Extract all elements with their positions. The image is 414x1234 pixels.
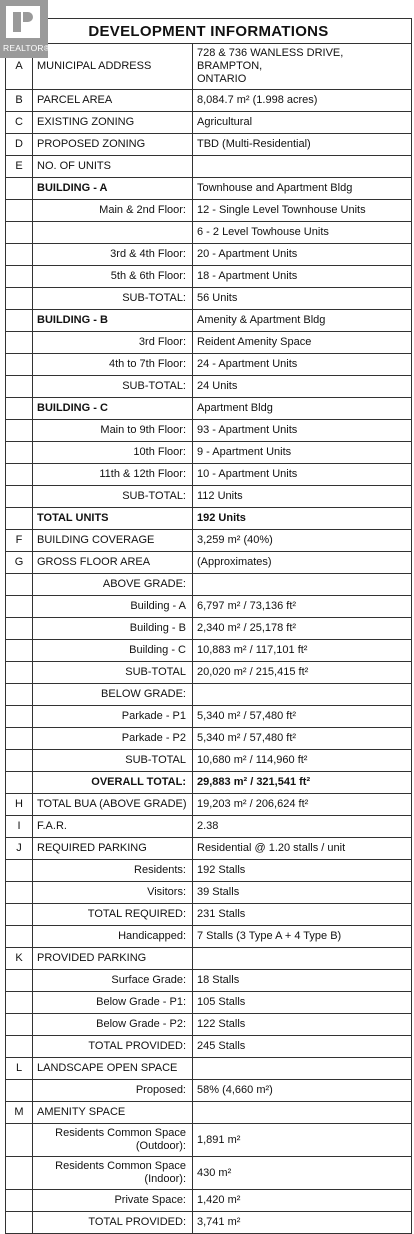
row-letter <box>6 662 33 684</box>
row-letter <box>6 1080 33 1102</box>
table-row <box>6 310 412 332</box>
row-value: 56 Units <box>193 288 412 310</box>
row-label: EXISTING ZONING <box>33 112 193 134</box>
row-label: BUILDING - B <box>33 310 193 332</box>
row-letter <box>6 574 33 596</box>
row-label: SUB-TOTAL <box>33 750 193 772</box>
table-row <box>6 992 412 1014</box>
table-row <box>6 750 412 772</box>
row-value: 430 m² <box>193 1157 412 1190</box>
row-value: 8,084.7 m² (1.998 acres) <box>193 90 412 112</box>
table-row <box>6 970 412 992</box>
row-value: 2,340 m² / 25,178 ft² <box>193 618 412 640</box>
row-label: GROSS FLOOR AREA <box>33 552 193 574</box>
row-letter <box>6 772 33 794</box>
row-label: 4th to 7th Floor: <box>33 354 193 376</box>
row-value: 18 Stalls <box>193 970 412 992</box>
row-letter: E <box>6 156 33 178</box>
row-letter: A <box>6 44 33 90</box>
row-label: SUB-TOTAL: <box>33 486 193 508</box>
row-letter <box>6 1014 33 1036</box>
row-letter: B <box>6 90 33 112</box>
row-label: PARCEL AREA <box>33 90 193 112</box>
table-row <box>6 1080 412 1102</box>
row-letter <box>6 640 33 662</box>
row-label: Main to 9th Floor: <box>33 420 193 442</box>
row-value: 231 Stalls <box>193 904 412 926</box>
row-value: 105 Stalls <box>193 992 412 1014</box>
table-row <box>6 816 412 838</box>
table-row <box>6 1190 412 1212</box>
table-row <box>6 200 412 222</box>
table-row <box>6 222 412 244</box>
row-letter <box>6 596 33 618</box>
row-letter <box>6 222 33 244</box>
row-label: Parkade - P1 <box>33 706 193 728</box>
row-value: 93 - Apartment Units <box>193 420 412 442</box>
row-letter <box>6 398 33 420</box>
table-row <box>6 618 412 640</box>
row-letter <box>6 750 33 772</box>
row-letter <box>6 992 33 1014</box>
row-value-line: 728 & 736 WANLESS DRIVE, BRAMPTON, <box>197 47 344 72</box>
row-value: 245 Stalls <box>193 1036 412 1058</box>
row-label: REQUIRED PARKING <box>33 838 193 860</box>
row-letter <box>6 288 33 310</box>
row-value: 2.38 <box>193 816 412 838</box>
realtor-r-icon <box>6 6 40 38</box>
row-value: Townhouse and Apartment Bldg <box>193 178 412 200</box>
row-label: 3rd Floor: <box>33 332 193 354</box>
row-label: Residents: <box>33 860 193 882</box>
row-value: 5,340 m² / 57,480 ft² <box>193 706 412 728</box>
row-letter: M <box>6 1102 33 1124</box>
row-value <box>193 948 412 970</box>
row-value: 112 Units <box>193 486 412 508</box>
row-label: Visitors: <box>33 882 193 904</box>
row-value: 24 Units <box>193 376 412 398</box>
row-letter <box>6 1157 33 1190</box>
row-label: Surface Grade: <box>33 970 193 992</box>
table-row <box>6 156 412 178</box>
row-label: Below Grade - P1: <box>33 992 193 1014</box>
table-row <box>6 772 412 794</box>
table-row <box>6 288 412 310</box>
row-letter: F <box>6 530 33 552</box>
row-value: Reident Amenity Space <box>193 332 412 354</box>
table-row <box>6 1036 412 1058</box>
row-label-line: (Outdoor): <box>135 1140 186 1152</box>
row-letter <box>6 970 33 992</box>
table-row <box>6 178 412 200</box>
row-value: 39 Stalls <box>193 882 412 904</box>
realtor-logo <box>0 0 51 58</box>
row-label: OVERALL TOTAL: <box>33 772 193 794</box>
row-label: PROPOSED ZONING <box>33 134 193 156</box>
row-label: PROVIDED PARKING <box>33 948 193 970</box>
row-letter <box>6 1124 33 1157</box>
row-value: 10,680 m² / 114,960 ft² <box>193 750 412 772</box>
row-letter <box>6 508 33 530</box>
row-letter <box>6 376 33 398</box>
development-table <box>5 18 412 1234</box>
row-label: NO. OF UNITS <box>33 156 193 178</box>
row-label: Building - B <box>33 618 193 640</box>
row-label: 3rd & 4th Floor: <box>33 244 193 266</box>
row-value <box>193 684 412 706</box>
row-label: MUNICIPAL ADDRESS <box>33 44 193 90</box>
table-row <box>6 728 412 750</box>
row-label: BELOW GRADE: <box>33 684 193 706</box>
row-label-line: (Indoor): <box>144 1173 186 1185</box>
table-row <box>6 794 412 816</box>
row-letter <box>6 1212 33 1234</box>
table-row <box>6 926 412 948</box>
row-label: Proposed: <box>33 1080 193 1102</box>
table-row <box>6 552 412 574</box>
row-letter <box>6 904 33 926</box>
table-row <box>6 882 412 904</box>
row-label: BUILDING COVERAGE <box>33 530 193 552</box>
row-value <box>193 1102 412 1124</box>
row-value: 12 - Single Level Townhouse Units <box>193 200 412 222</box>
row-value: 20 - Apartment Units <box>193 244 412 266</box>
row-value: 122 Stalls <box>193 1014 412 1036</box>
row-value <box>193 1058 412 1080</box>
row-label: AMENITY SPACE <box>33 1102 193 1124</box>
table-row <box>6 860 412 882</box>
row-letter: D <box>6 134 33 156</box>
row-letter <box>6 354 33 376</box>
row-label: F.A.R. <box>33 816 193 838</box>
row-label-line: Residents Common Space <box>55 1160 186 1172</box>
table-row <box>6 574 412 596</box>
row-label: Below Grade - P2: <box>33 1014 193 1036</box>
row-value: 1,891 m² <box>193 1124 412 1157</box>
row-letter <box>6 618 33 640</box>
table-row <box>6 508 412 530</box>
row-value: Residential @ 1.20 stalls / unit <box>193 838 412 860</box>
row-value: 5,340 m² / 57,480 ft² <box>193 728 412 750</box>
row-value: 9 - Apartment Units <box>193 442 412 464</box>
table-row <box>6 1157 412 1190</box>
row-letter: H <box>6 794 33 816</box>
row-letter <box>6 266 33 288</box>
table-row <box>6 134 412 156</box>
row-label: Parkade - P2 <box>33 728 193 750</box>
row-label: BUILDING - C <box>33 398 193 420</box>
row-value: 1,420 m² <box>193 1190 412 1212</box>
row-value: 192 Units <box>193 508 412 530</box>
row-value: Apartment Bldg <box>193 398 412 420</box>
row-label: BUILDING - A <box>33 178 193 200</box>
row-label: Handicapped: <box>33 926 193 948</box>
row-letter <box>6 486 33 508</box>
row-value: 7 Stalls (3 Type A + 4 Type B) <box>193 926 412 948</box>
table-row <box>6 838 412 860</box>
row-value: 6 - 2 Level Towhouse Units <box>193 222 412 244</box>
row-value: 19,203 m² / 206,624 ft² <box>193 794 412 816</box>
row-letter <box>6 926 33 948</box>
table-row <box>6 332 412 354</box>
table-row <box>6 376 412 398</box>
row-label: TOTAL PROVIDED: <box>33 1036 193 1058</box>
row-letter <box>6 706 33 728</box>
table-row <box>6 662 412 684</box>
row-label: 5th & 6th Floor: <box>33 266 193 288</box>
row-label: TOTAL PROVIDED: <box>33 1212 193 1234</box>
row-value: 3,741 m² <box>193 1212 412 1234</box>
table-row <box>6 464 412 486</box>
row-letter: C <box>6 112 33 134</box>
row-label: TOTAL BUA (ABOVE GRADE) <box>33 794 193 816</box>
table-row <box>6 530 412 552</box>
row-value <box>193 574 412 596</box>
row-value <box>193 44 412 90</box>
row-value: 10,883 m² / 117,101 ft² <box>193 640 412 662</box>
row-value: 18 - Apartment Units <box>193 266 412 288</box>
row-value: (Approximates) <box>193 552 412 574</box>
table-row <box>6 1014 412 1036</box>
table-row <box>6 1212 412 1234</box>
row-value: 58% (4,660 m²) <box>193 1080 412 1102</box>
row-letter <box>6 684 33 706</box>
row-letter: J <box>6 838 33 860</box>
row-letter: G <box>6 552 33 574</box>
row-letter <box>6 464 33 486</box>
row-label: Building - C <box>33 640 193 662</box>
row-letter <box>6 1190 33 1212</box>
table-title: DEVELOPMENT INFORMATIONS <box>6 19 412 44</box>
table-row <box>6 398 412 420</box>
row-letter: I <box>6 816 33 838</box>
row-label-line: Residents Common Space <box>55 1127 186 1139</box>
row-label: Building - A <box>33 596 193 618</box>
table-row <box>6 1058 412 1080</box>
row-value-line: ONTARIO <box>197 73 247 85</box>
row-label: TOTAL UNITS <box>33 508 193 530</box>
row-value: 3,259 m² (40%) <box>193 530 412 552</box>
row-letter <box>6 728 33 750</box>
table-row <box>6 948 412 970</box>
table-row <box>6 266 412 288</box>
table-row <box>6 596 412 618</box>
row-label: Private Space: <box>33 1190 193 1212</box>
row-value: 10 - Apartment Units <box>193 464 412 486</box>
row-label: ABOVE GRADE: <box>33 574 193 596</box>
row-letter <box>6 860 33 882</box>
row-label: SUB-TOTAL: <box>33 376 193 398</box>
row-letter <box>6 442 33 464</box>
table-row <box>6 904 412 926</box>
row-letter <box>6 178 33 200</box>
row-value: Amenity & Apartment Bldg <box>193 310 412 332</box>
row-label: 11th & 12th Floor: <box>33 464 193 486</box>
table-row <box>6 640 412 662</box>
row-letter <box>6 420 33 442</box>
row-label <box>33 1157 193 1190</box>
row-value: 20,020 m² / 215,415 ft² <box>193 662 412 684</box>
row-value: 192 Stalls <box>193 860 412 882</box>
title-row <box>6 19 412 44</box>
row-letter <box>6 882 33 904</box>
row-label: Main & 2nd Floor: <box>33 200 193 222</box>
row-value: Agricultural <box>193 112 412 134</box>
table-row <box>6 684 412 706</box>
table-row <box>6 442 412 464</box>
row-letter <box>6 1036 33 1058</box>
row-label <box>33 1124 193 1157</box>
row-letter <box>6 244 33 266</box>
table-row <box>6 354 412 376</box>
row-letter: L <box>6 1058 33 1080</box>
row-label: 10th Floor: <box>33 442 193 464</box>
row-label: TOTAL REQUIRED: <box>33 904 193 926</box>
row-label <box>33 222 193 244</box>
row-letter <box>6 310 33 332</box>
table-row <box>6 486 412 508</box>
row-letter <box>6 332 33 354</box>
row-letter: K <box>6 948 33 970</box>
realtor-logo-text: REALTOR® <box>3 43 51 53</box>
row-value: 24 - Apartment Units <box>193 354 412 376</box>
row-value: TBD (Multi-Residential) <box>193 134 412 156</box>
table-row <box>6 1102 412 1124</box>
row-value: 29,883 m² / 321,541 ft² <box>193 772 412 794</box>
row-label: SUB-TOTAL: <box>33 288 193 310</box>
table-row <box>6 420 412 442</box>
row-value <box>193 156 412 178</box>
table-row <box>6 244 412 266</box>
table-row <box>6 44 412 90</box>
row-label: SUB-TOTAL <box>33 662 193 684</box>
row-value: 6,797 m² / 73,136 ft² <box>193 596 412 618</box>
table-row <box>6 706 412 728</box>
row-label: LANDSCAPE OPEN SPACE <box>33 1058 193 1080</box>
table-row <box>6 90 412 112</box>
row-letter <box>6 200 33 222</box>
table-row <box>6 1124 412 1157</box>
table-row <box>6 112 412 134</box>
